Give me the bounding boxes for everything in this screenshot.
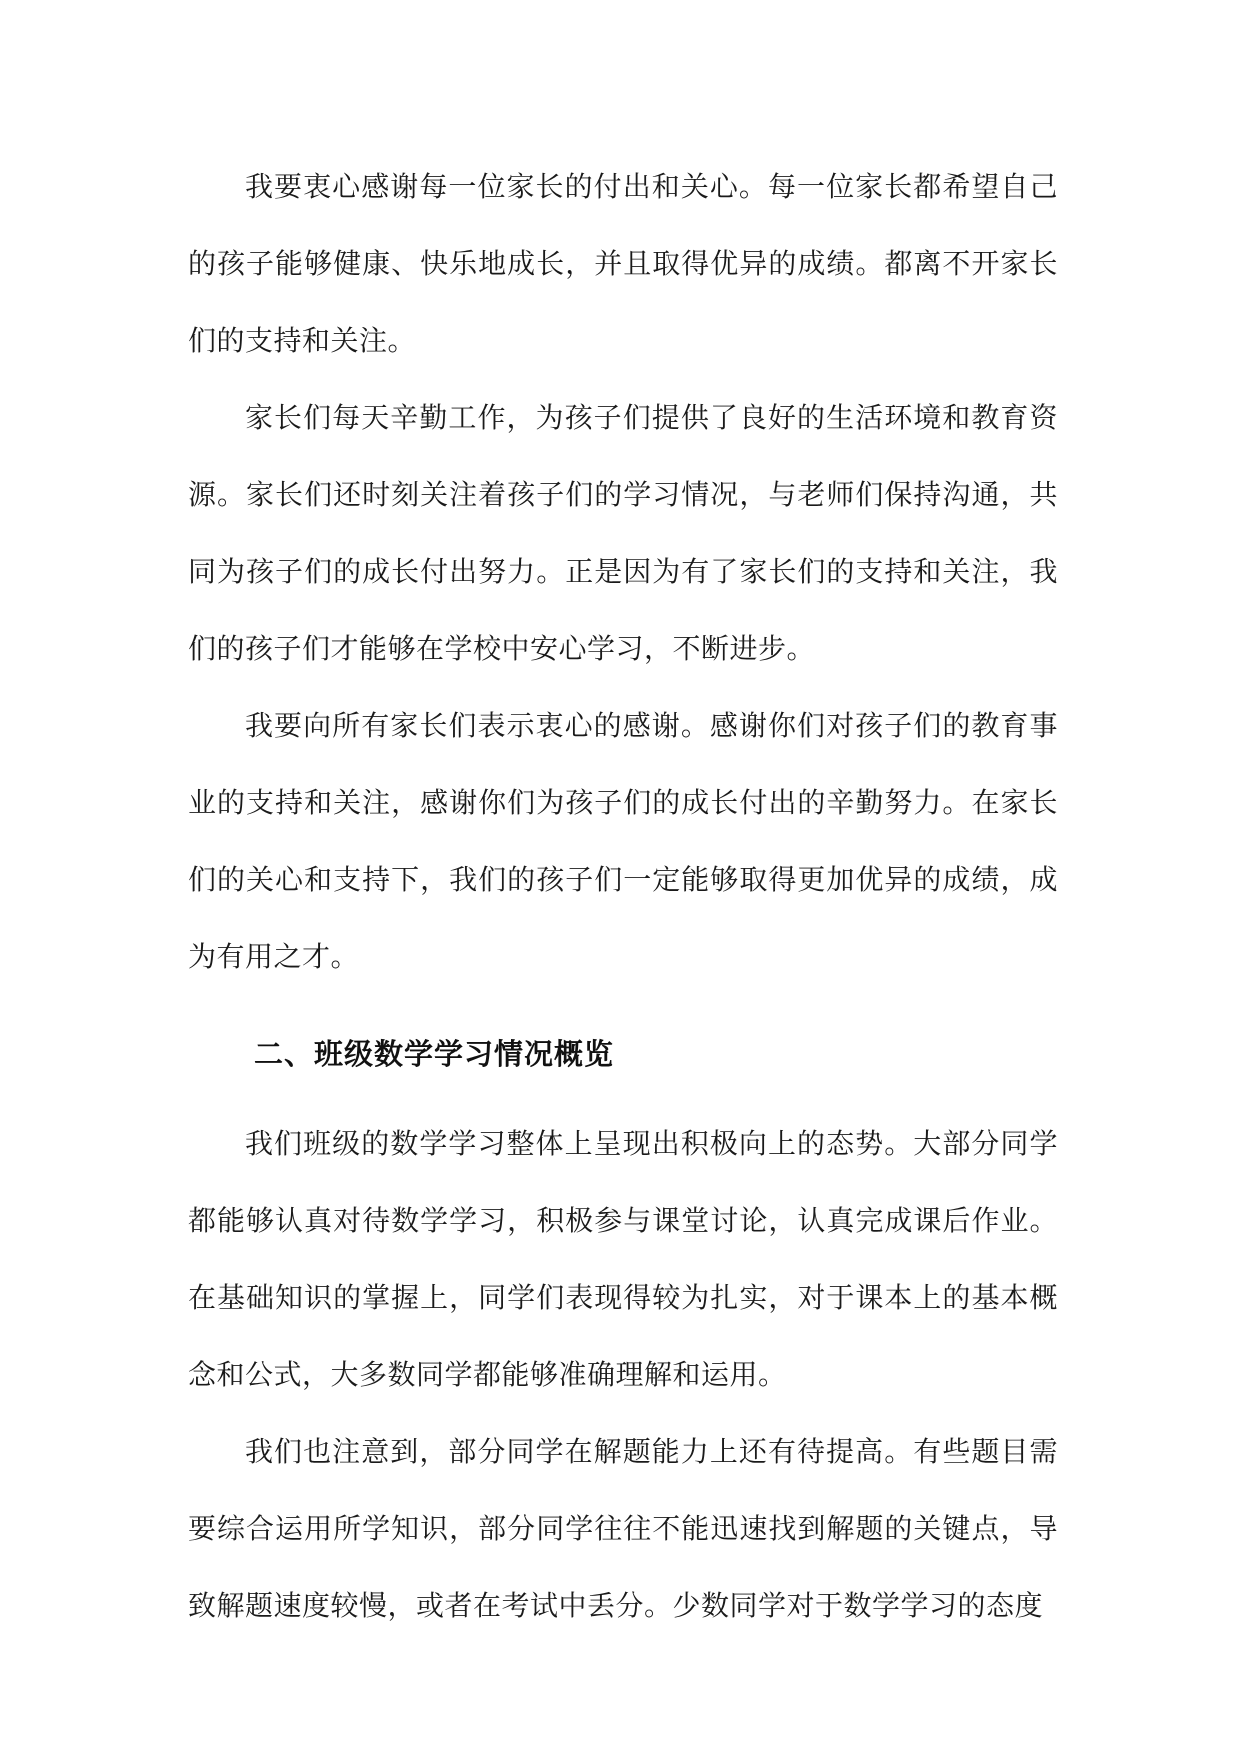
paragraph-gratitude-intro: 我要衷心感谢每一位家长的付出和关心。每一位家长都希望自己的孩子能够健康、快乐地成长，并且取得优异的成绩。都离不开家长们的支持和关注。 — [188, 170, 1058, 357]
paragraph-math-overall: 我们班级的数学学习整体上呈现出积极向上的态势。大部分同学都能够认真对待数学学习，积极参与课堂讨论，认真完成课后作业。在基础知识的掌握上，同学们表现得较为扎实，对于课本上的基本概念和公式，大多数同学都能够准确理解和运用。 — [188, 1127, 1058, 1391]
paragraph-parents-effort: 家长们每天辛勤工作，为孩子们提供了良好的生活环境和教育资源。家长们还时刻关注着孩子们的学习情况，与老师们保持沟通，共同为孩子们的成长付出努力。正是因为有了家长们的支持和关注，我们的孩子们才能够在学校中安心学习，不断进步。 — [188, 401, 1058, 665]
section-heading-math-overview: 二、班级数学学习情况概览 — [254, 1037, 615, 1071]
document-body — [188, 148, 1058, 1644]
paragraph-math-issues: 我们也注意到，部分同学在解题能力上还有待提高。有些题目需要综合运用所学知识，部分同学往往不能迅速找到解题的关键点，导致解题速度较慢，或者在考试中丢分。少数同学对于数学学习的态度 — [188, 1435, 1058, 1622]
paragraph-thanks: 我要向所有家长们表示衷心的感谢。感谢你们对孩子们的教育事业的支持和关注，感谢你们为孩子们的成长付出的辛勤努力。在家长们的关心和支持下，我们的孩子们一定能够取得更加优异的成绩，成为有用之才。 — [188, 709, 1058, 973]
